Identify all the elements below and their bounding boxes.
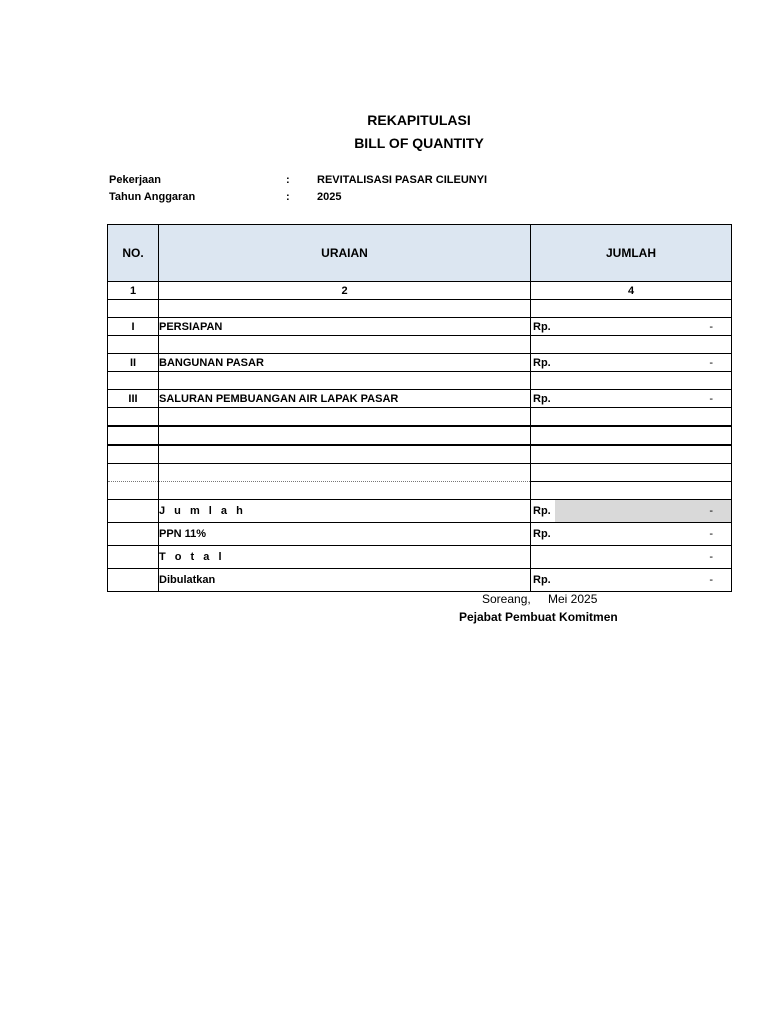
tahun-anggaran-value: 2025 [317, 191, 342, 203]
item-description: PERSIAPAN [159, 318, 531, 336]
column-number-no: 1 [108, 282, 159, 300]
boq-table [107, 224, 732, 592]
tahun-anggaran-separator: : [286, 191, 290, 203]
spacer-row [108, 408, 732, 427]
shaded-cell [555, 500, 731, 522]
currency-label: Rp. [533, 574, 551, 586]
pekerjaan-separator: : [286, 174, 290, 186]
document-title: REKAPITULASI [367, 112, 471, 128]
pekerjaan-value: REVITALISASI PASAR CILEUNYI [317, 174, 488, 186]
signature-place: Soreang, [482, 592, 531, 606]
total-row [108, 546, 732, 569]
dibulatkan-amount [531, 569, 732, 592]
column-number-jumlah: 4 [531, 282, 732, 300]
amount-value: - [709, 505, 713, 517]
item-amount [531, 354, 732, 372]
header-no: NO. [108, 225, 159, 282]
spacer-row [108, 445, 732, 464]
amount-value: - [709, 320, 713, 333]
pekerjaan-label: Pekerjaan [109, 174, 161, 186]
spacer-row [108, 372, 732, 390]
spacer-row [108, 300, 732, 318]
spacer-row [108, 426, 732, 445]
item-amount [531, 318, 732, 336]
ppn-row [108, 523, 732, 546]
ppn-amount [531, 523, 732, 546]
table-row [108, 390, 732, 408]
item-amount [531, 390, 732, 408]
item-number: I [108, 318, 159, 336]
amount-value: - [709, 574, 713, 586]
spacer-row [108, 482, 732, 500]
table-row [108, 318, 732, 336]
signature-date: Mei 2025 [548, 592, 598, 606]
amount-value: - [709, 356, 713, 369]
currency-label: Rp. [533, 505, 551, 517]
currency-label: Rp. [533, 356, 551, 369]
item-description: BANGUNAN PASAR [159, 354, 531, 372]
table-header-row [108, 225, 732, 282]
jumlah-label: J u m l a h [159, 500, 531, 523]
currency-label: Rp. [533, 392, 551, 405]
currency-label: Rp. [533, 320, 551, 333]
jumlah-amount [531, 500, 732, 523]
total-label: T o t a l [159, 546, 531, 569]
signature-role: Pejabat Pembuat Komitmen [459, 610, 618, 624]
column-number-row [108, 282, 732, 300]
amount-value: - [709, 392, 713, 405]
ppn-label: PPN 11% [159, 523, 531, 546]
spacer-row [108, 336, 732, 354]
amount-value: - [709, 528, 713, 540]
jumlah-row [108, 500, 732, 523]
dibulatkan-label: Dibulatkan [159, 569, 531, 592]
item-number: III [108, 390, 159, 408]
tahun-anggaran-label: Tahun Anggaran [109, 191, 196, 203]
column-number-uraian: 2 [159, 282, 531, 300]
item-number: II [108, 354, 159, 372]
item-description: SALURAN PEMBUANGAN AIR LAPAK PASAR [159, 390, 531, 408]
spacer-row [108, 464, 732, 482]
amount-value: - [709, 551, 713, 563]
document-subtitle: BILL OF QUANTITY [354, 135, 484, 151]
table-row [108, 354, 732, 372]
dibulatkan-row [108, 569, 732, 592]
header-uraian: URAIAN [159, 225, 531, 282]
total-amount [531, 546, 732, 569]
header-jumlah: JUMLAH [531, 225, 732, 282]
currency-label: Rp. [533, 528, 551, 540]
